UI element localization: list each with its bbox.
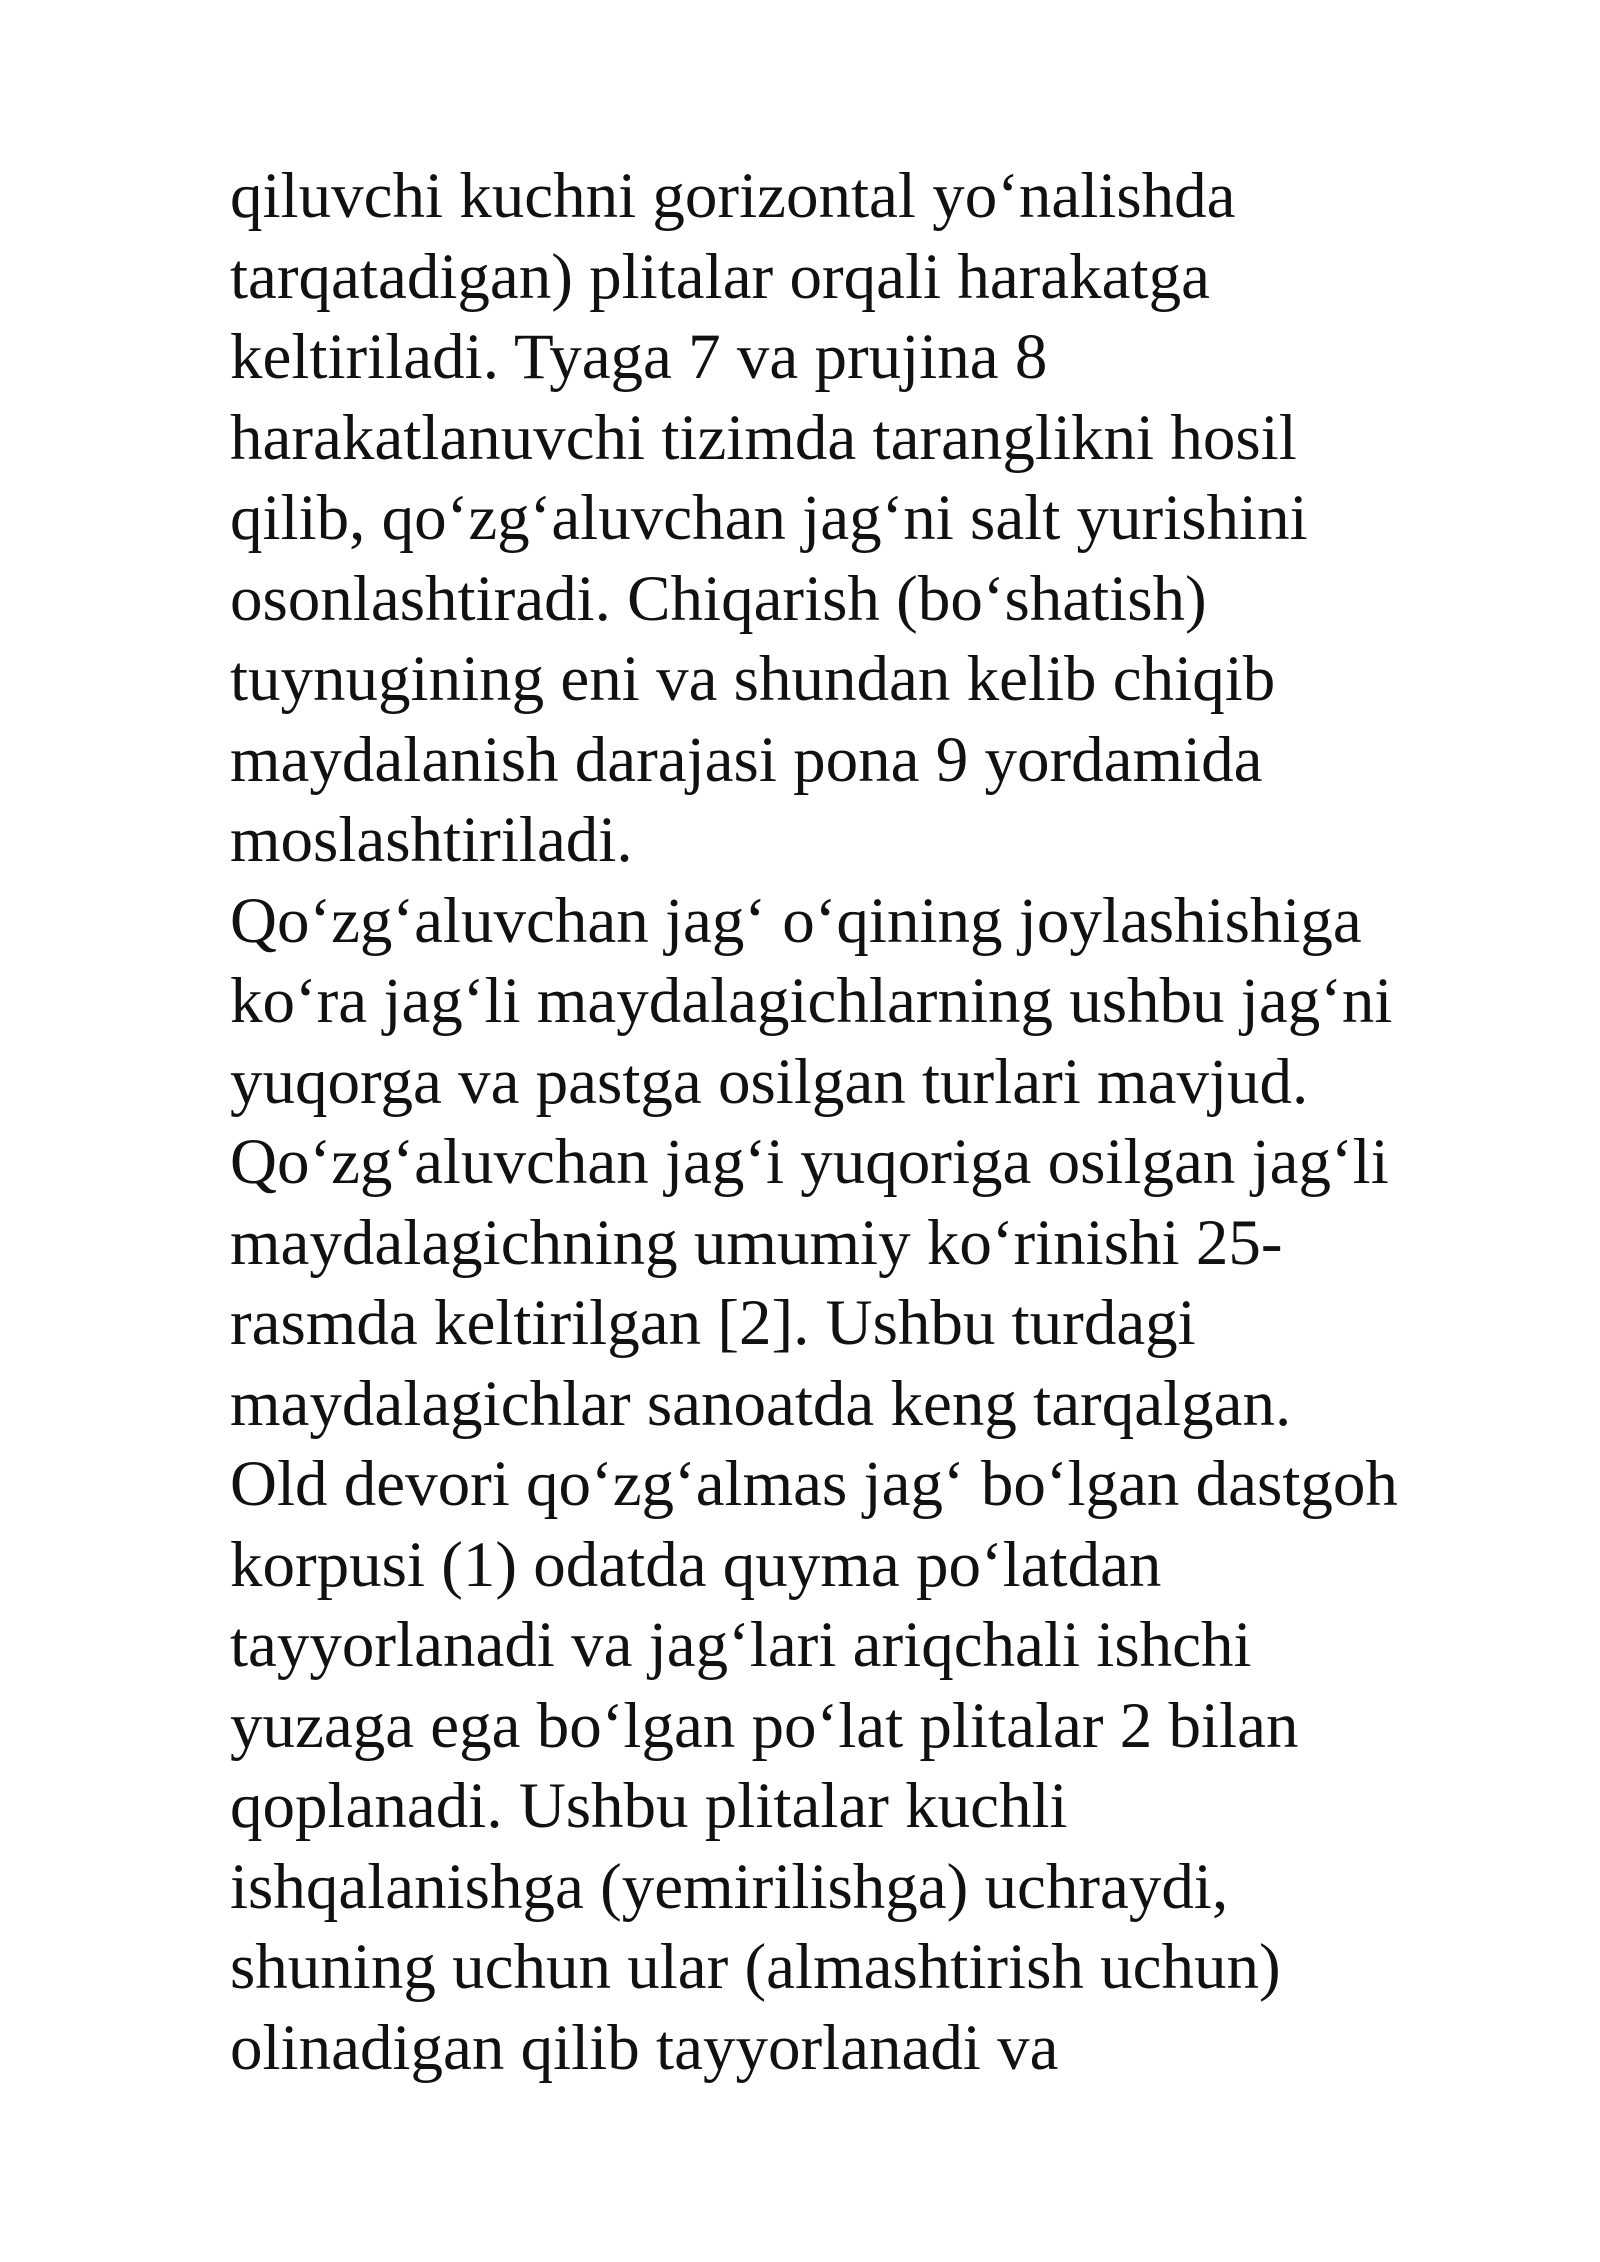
text-line: Qo‘zg‘aluvchan jag‘i yuqoriga osilgan jag‘li [230, 1126, 1389, 1198]
text-line: maydalanish darajasi pona 9 yordamida [230, 723, 1263, 796]
text-line: qilib, qo‘zg‘aluvchan jag‘ni salt yurishini [230, 482, 1308, 554]
text-line: qiluvchi kuchni gorizontal yo‘nalishda [230, 160, 1236, 232]
text-line: tarqatadigan) plitalar orqali harakatga [230, 240, 1210, 313]
text-line: olinadigan qilib tayyorlanadi va [230, 2011, 1059, 2084]
text-line: maydalagichlar sanoatda keng tarqalgan. [230, 1367, 1292, 1440]
text-line: yuqorga va pastga osilgan turlari mavjud. [230, 1045, 1309, 1118]
text-line: shuning uchun ular (almashtirish uchun) [230, 1931, 1281, 2003]
text-line: maydalagichning umumiy ko‘rinishi 25- [230, 1206, 1283, 1279]
text-line: Qo‘zg‘aluvchan jag‘ o‘qining joylashishiga [230, 884, 1362, 957]
text-line: qoplanadi. Ushbu plitalar kuchli [230, 1770, 1068, 1842]
text-line: tayyorlanadi va jag‘lari ariqchali ishchi [230, 1609, 1252, 1681]
text-line: osonlashtiradi. Chiqarish (bo‘shatish) [230, 562, 1207, 635]
text-line: ishqalanishga (yemirilishga) uchraydi, [230, 1850, 1229, 1923]
text-line: harakatlanuvchi tizimda taranglikni hosil [230, 401, 1297, 474]
text-line: tuynugining eni va shundan kelib chiqib [230, 643, 1276, 715]
text-line: Old devori qo‘zg‘almas jag‘ bo‘lgan dastgoh [230, 1448, 1398, 1520]
text-line: moslashtiriladi. [230, 804, 633, 876]
text-line: korpusi (1) odatda quyma po‘latdan [230, 1528, 1162, 1601]
text-line: yuzaga ega bo‘lgan po‘lat plitalar 2 bilan [230, 1689, 1299, 1762]
body-text [230, 156, 1570, 2088]
text-line: rasmda keltirilgan [2]. Ushbu turdagi [230, 1287, 1196, 1359]
text-line: ko‘ra jag‘li maydalagichlarning ushbu jag‘ni [230, 965, 1393, 1037]
text-line: keltiriladi. Tyaga 7 va prujina 8 [230, 321, 1048, 393]
